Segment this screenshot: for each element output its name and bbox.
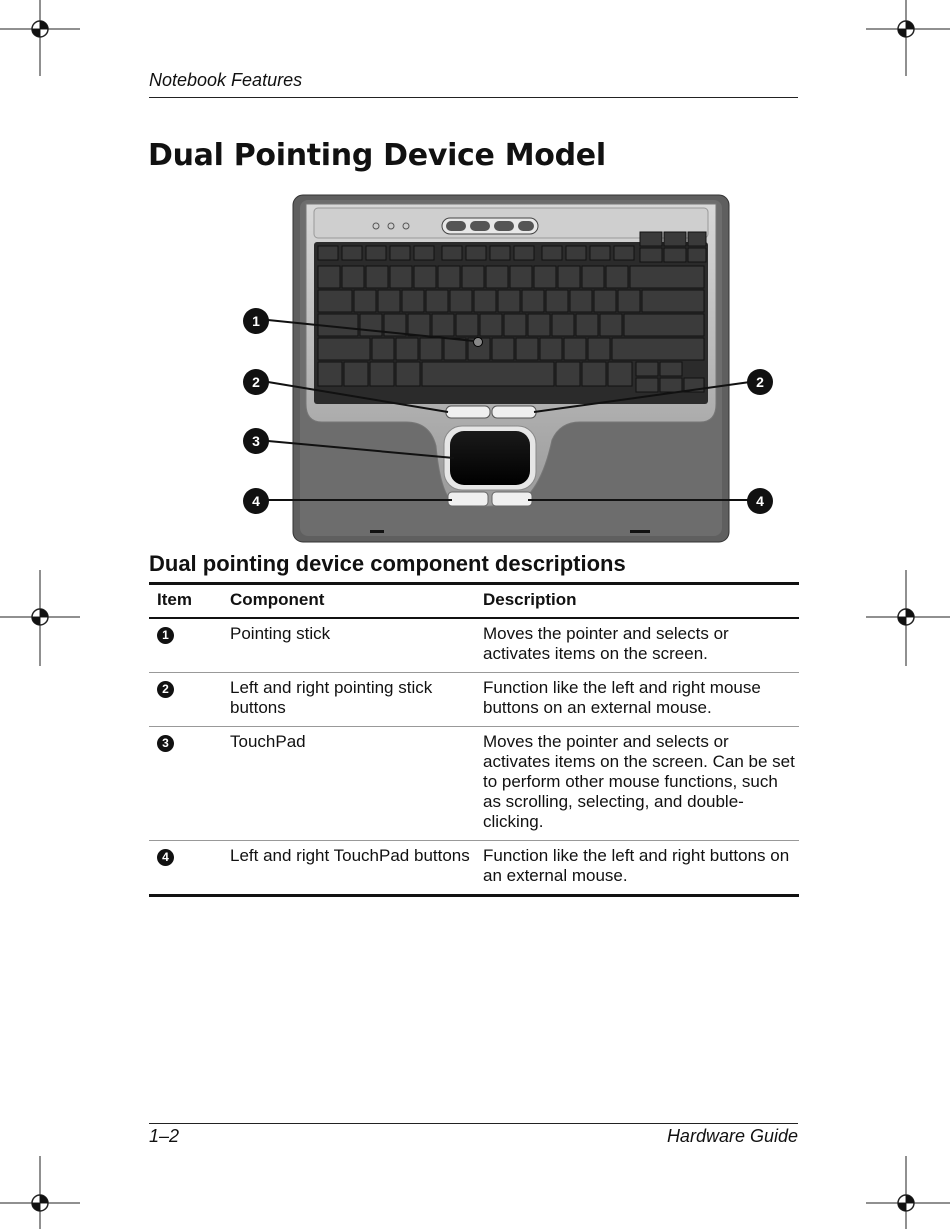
header-rule [149,97,798,98]
table-row [149,841,799,896]
column-header-component: Component [230,584,483,619]
callout-badge [746,487,774,515]
svg-text:4: 4 [756,493,764,509]
callout-badge [242,368,270,396]
crop-mark-bottom-right [866,1156,950,1229]
component-table [149,582,799,897]
running-header: Notebook Features [149,70,303,90]
table-title: Dual pointing device component descriptions [149,551,626,576]
crop-mark-mid-right [866,570,950,666]
column-header-item: Item [149,584,230,619]
component-cell: Pointing stick [230,618,483,673]
table-header-row [149,584,799,619]
callout-badge [242,307,270,335]
svg-text:3: 3 [252,433,260,449]
table-row [149,673,799,727]
description-cell: Function like the left and right mouse buttons on an external mouse. [483,673,799,727]
component-cell: Left and right pointing stick buttons [230,673,483,727]
crop-mark-top-right [866,0,950,80]
page-title: Dual Pointing Device Model [148,138,606,173]
item-number-badge: 2 [157,681,174,698]
component-cell: Left and right TouchPad buttons [230,841,483,896]
description-cell: Function like the left and right buttons on an external mouse. [483,841,799,896]
callout-badge [242,487,270,515]
item-number-badge: 3 [157,735,174,752]
svg-text:2: 2 [756,374,764,390]
column-header-description: Description [483,584,799,619]
item-number-badge: 1 [157,627,174,644]
item-number-badge: 4 [157,849,174,866]
table-row [149,618,799,673]
callout-badge [746,368,774,396]
guide-title: Hardware Guide [666,1126,798,1146]
svg-text:2: 2 [252,374,260,390]
crop-mark-top-left [0,0,80,80]
page-number: 1–2 [149,1126,180,1146]
description-cell: Moves the pointer and selects or activates items on the screen. Can be set to perform other mouse functions, such as scrolling, selecting, and double-clicking. [483,727,799,841]
crop-mark-mid-left [0,570,80,666]
svg-text:4: 4 [252,493,260,509]
table-row [149,727,799,841]
footer-rule [149,1123,798,1124]
crop-mark-bottom-left [0,1156,80,1229]
svg-text:1: 1 [252,313,260,329]
component-cell: TouchPad [230,727,483,841]
callout-badge [242,427,270,455]
notebook-keyboard-illustration [230,190,790,546]
description-cell: Moves the pointer and selects or activates items on the screen. [483,618,799,673]
